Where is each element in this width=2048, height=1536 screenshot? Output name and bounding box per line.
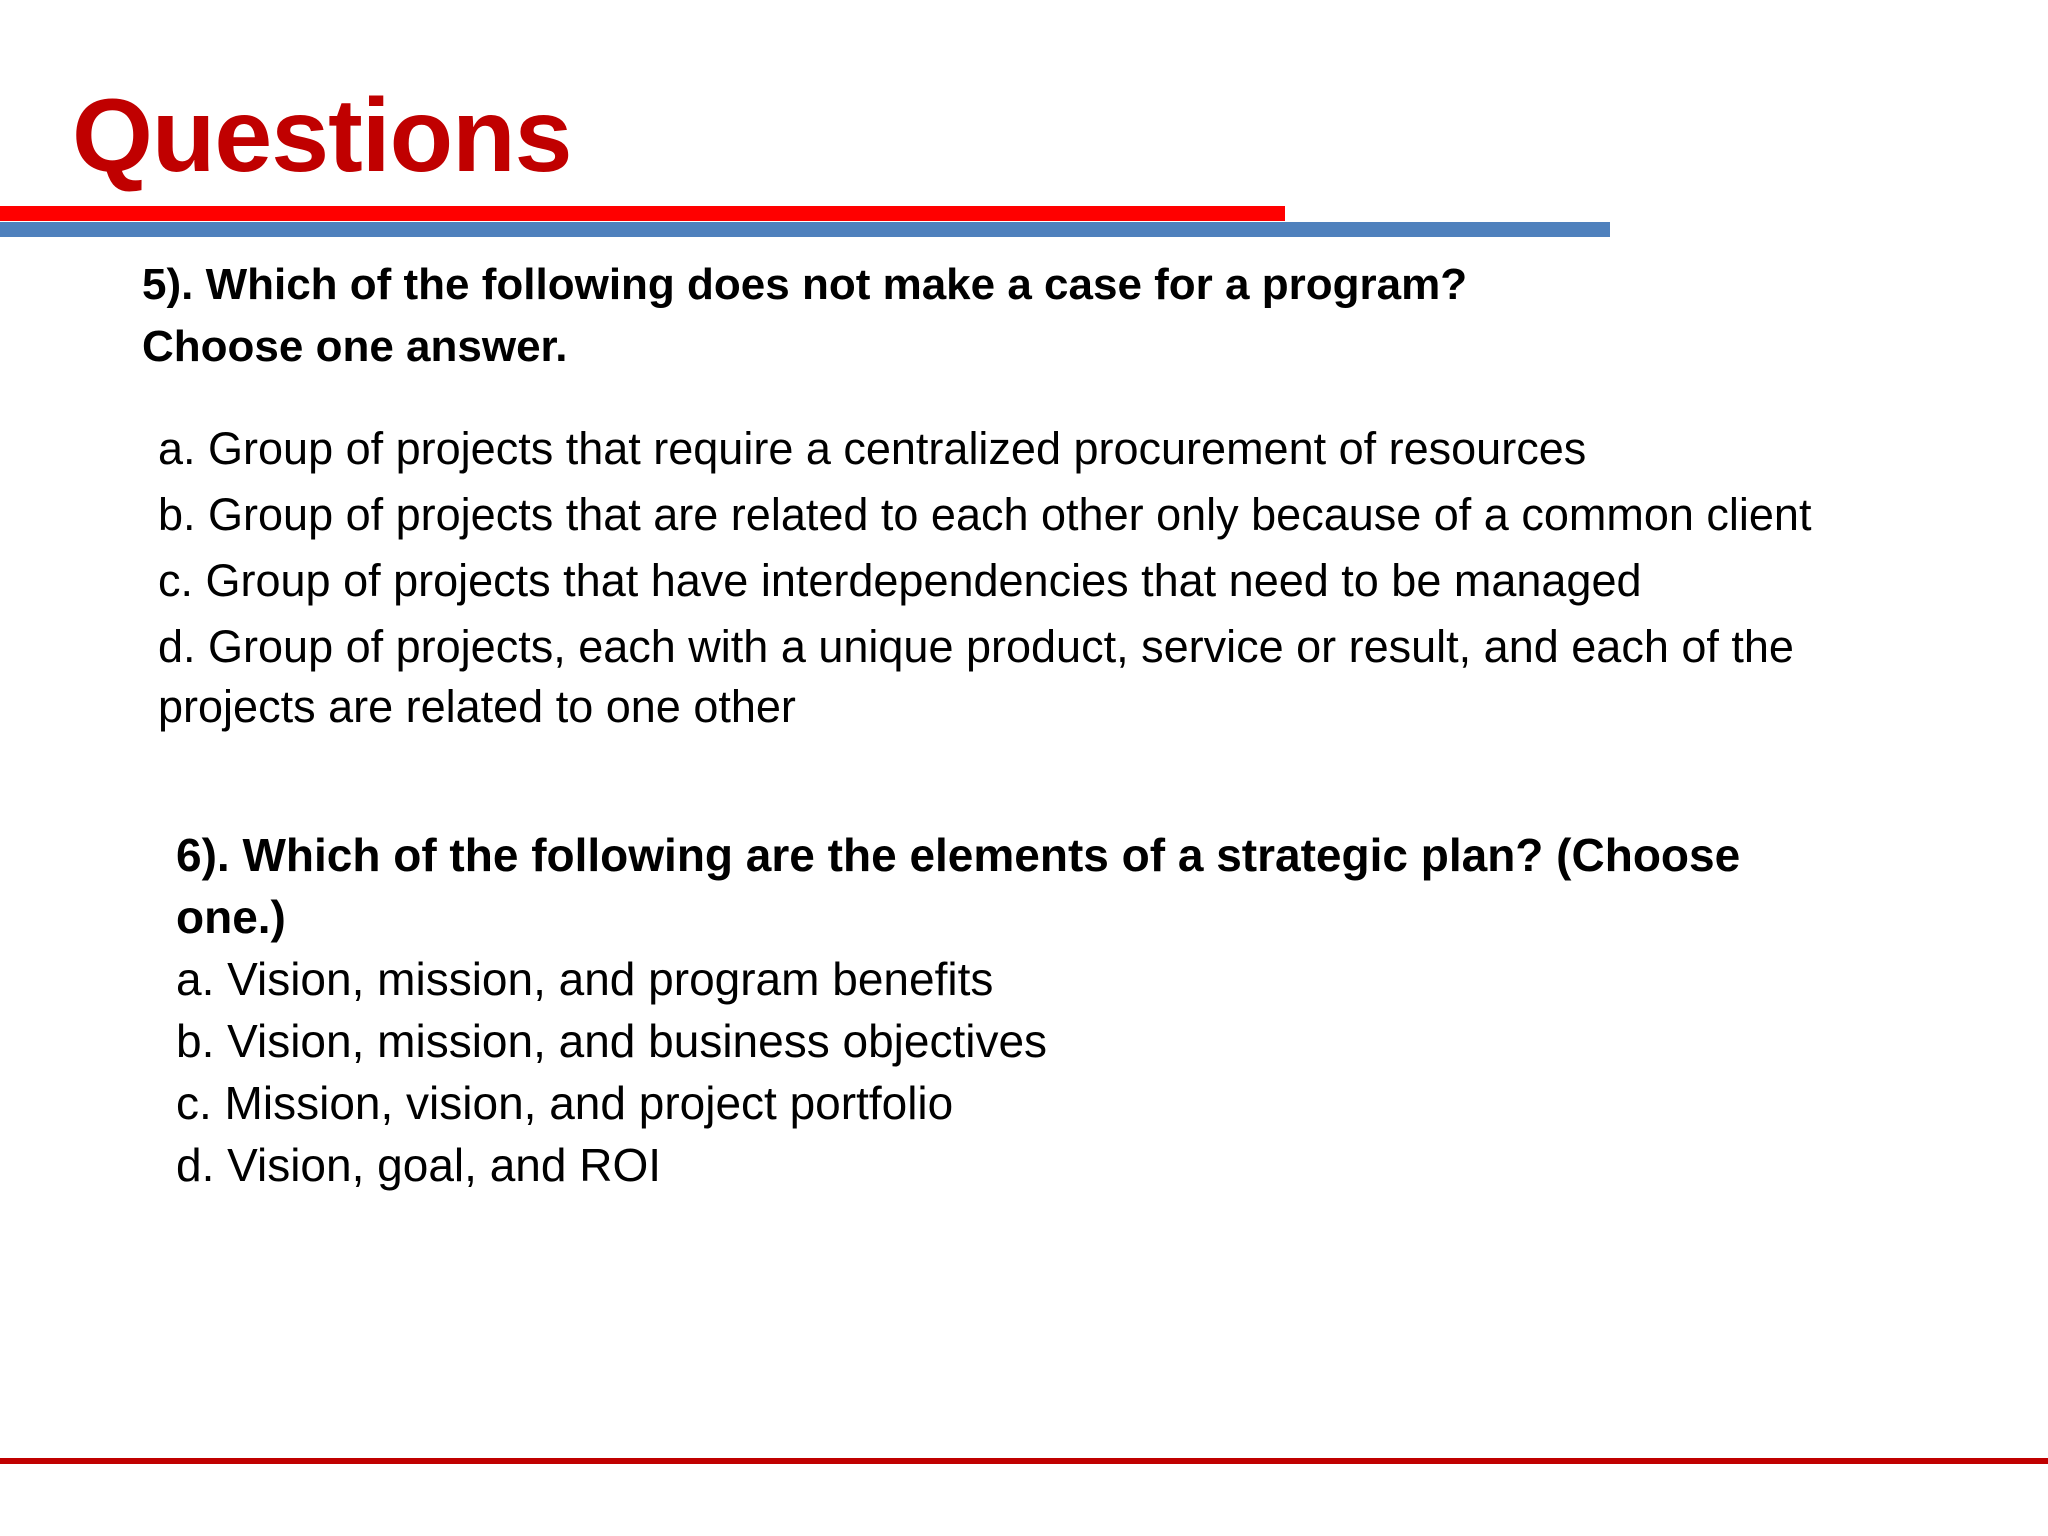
- question-6-option-c: c. Mission, vision, and project portfolio: [176, 1077, 954, 1129]
- question-6-text-continuation: one.): [176, 891, 286, 943]
- question-6-option-d: d. Vision, goal, and ROI: [176, 1139, 661, 1191]
- footer-rule: [0, 1458, 2048, 1464]
- question-5-option-d: d. Group of projects, each with a unique product, service or result, and each of the: [158, 621, 1794, 672]
- question-5-instruction: Choose one answer.: [142, 322, 568, 371]
- title-underline-blue: [0, 222, 1610, 237]
- question-5-text: 5). Which of the following does not make a case for a program?: [142, 260, 1468, 309]
- question-6: [176, 824, 1740, 1196]
- title-underline-red: [0, 206, 1285, 221]
- question-6-text: 6). Which of the following are the elements of a strategic plan? (Choose: [176, 829, 1741, 881]
- slide-title: Questions: [72, 78, 572, 194]
- question-5-options: [158, 416, 1811, 738]
- question-6-options: [176, 948, 1740, 1196]
- question-6-option-b: b. Vision, mission, and business objectives: [176, 1015, 1048, 1067]
- question-5-option-d-continuation: projects are related to one other: [158, 681, 796, 732]
- question-6-option-a: a. Vision, mission, and program benefits: [176, 953, 994, 1005]
- question-5-option-a: a. Group of projects that require a centralized procurement of resources: [158, 423, 1587, 474]
- question-5-option-c: c. Group of projects that have interdependencies that need to be managed: [158, 555, 1642, 606]
- question-5: [142, 254, 1811, 738]
- question-5-option-b: b. Group of projects that are related to each other only because of a common client: [158, 489, 1812, 540]
